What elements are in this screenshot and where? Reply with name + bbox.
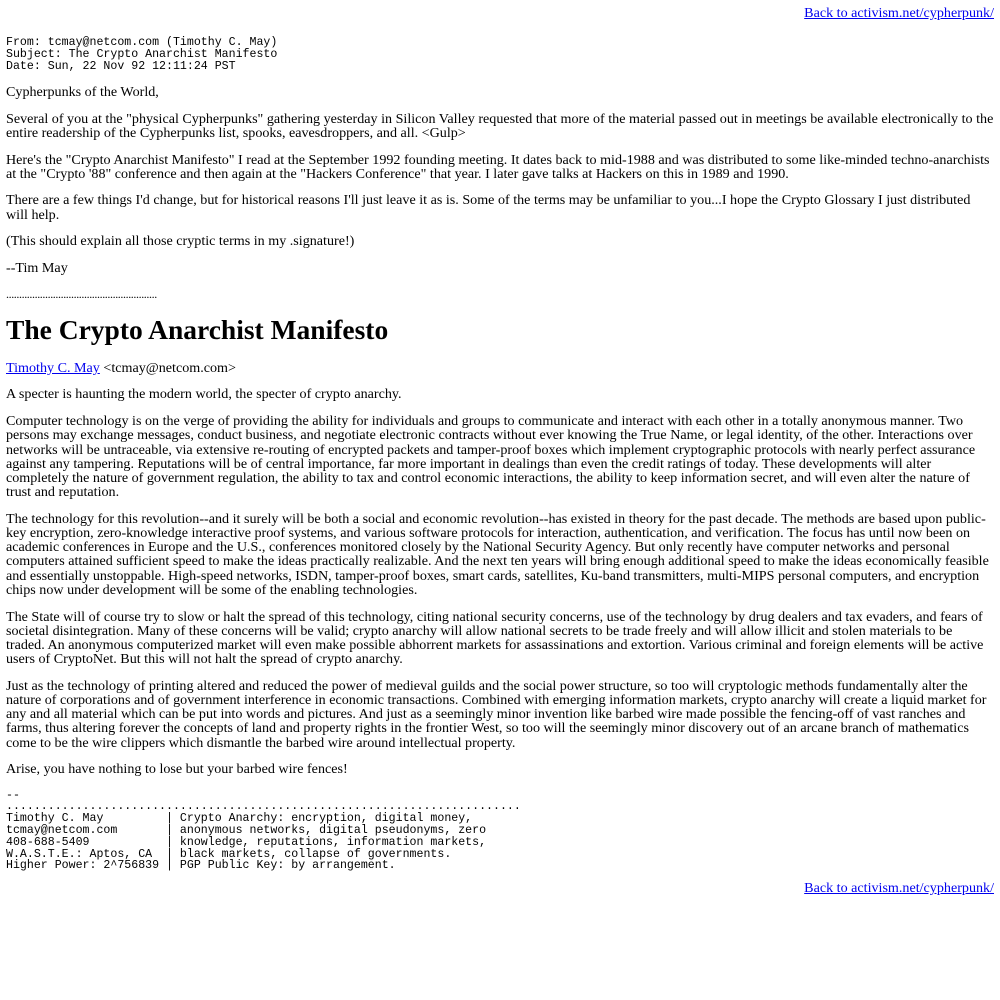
back-link-bottom[interactable]: Back to activism.net/cypherpunk/ <box>804 880 994 897</box>
email-subject: Subject: The Crypto Anarchist Manifesto <box>6 47 278 61</box>
top-nav <box>6 6 994 20</box>
intro-paragraph: There are a few things I'd change, but for historical reasons I'll just leave it as is. Some of the terms may be unfamiliar to you...I hope the Crypto Glossary I just distributed will help. <box>6 192 971 223</box>
manifesto-paragraph: A specter is haunting the modern world, the specter of crypto anarchy. <box>6 386 402 403</box>
manifesto-title: The Crypto Anarchist Manifesto <box>6 313 389 345</box>
author-line <box>6 361 994 375</box>
back-link-top[interactable]: Back to activism.net/cypherpunk/ <box>804 5 994 21</box>
greeting: Cypherpunks of the World, <box>6 83 159 100</box>
signature-dashes: -- <box>6 788 20 802</box>
signature-line: 408-688-5409 | knowledge, reputations, information markets, <box>6 835 487 849</box>
intro-paragraph: (This should explain all those cryptic terms in my .signature!) <box>6 233 355 250</box>
manifesto-paragraph: Computer technology is on the verge of providing the ability for individuals and groups to communicate and interact with each other in a totally anonymous manner. Two persons may exchange messages, conduct business, and negotiate electronic contracts without ever knowing the True Name, or legal identity, of the other. Interactions over networks will be untraceable, via extensive re-routing of encrypted packets and tamper-proof boxes which implement cryptographic protocols with nearly perfect assurance against any tampering. Reputations will be of central importance, far more important in dealings than even the credit ratings of today. These developments will alter completely the nature of government regulation, the ability to tax and control economic interactions, the ability to keep information secret, and will even alter the nature of trust and reputation. <box>6 413 976 501</box>
manifesto-paragraph: The State will of course try to slow or halt the spread of this technology, citing national security concerns, use of the technology by drug dealers and tax evaders, and fears of societal disintegration. Many of these concerns will be valid; crypto anarchy will allow national secrets to be trade freely and will allow illicit and stolen materials to be traded. An anonymous computerized market will even make possible abhorrent markets for assassinations and extortion. Various criminal and foreign elements will be active users of CryptoNet. But this will not halt the spread of crypto anarchy. <box>6 608 984 668</box>
signoff: --Tim May <box>6 260 68 277</box>
signature-line: Higher Power: 2^756839 | PGP Public Key: by arrangement. <box>6 859 396 873</box>
signature-line: Timothy C. May | Crypto Anarchy: encryption, digital money, <box>6 812 473 826</box>
intro-paragraph: Several of you at the "physical Cypherpunks" gathering yesterday in Silicon Valley requested that more of the material passed out in meetings be available electronically to the entire readership of the Cypherpunks list, spooks, eavesdroppers, and all. <Gulp> <box>6 110 994 141</box>
email-from: From: tcmay@netcom.com (Timothy C. May) <box>6 36 278 49</box>
email-header <box>6 37 994 72</box>
author-link[interactable]: Timothy C. May <box>6 359 100 376</box>
bottom-nav <box>6 881 994 895</box>
author-email: <tcmay@netcom.com> <box>99 359 236 376</box>
email-date: Date: Sun, 22 Nov 92 12:11:24 PST <box>6 59 236 73</box>
signature-line: W.A.S.T.E.: Aptos, CA | black markets, collapse of governments. <box>6 847 452 861</box>
manifesto-paragraph: Just as the technology of printing altered and reduced the power of medieval guilds and the social power structure, so too will cryptologic methods fundamentally alter the nature of corporations and of government interference in economic transactions. Combined with emerging information markets, crypto anarchy will create a liquid market for any and all material which can be put into words and pictures. And just as a seemingly minor invention like barbed wire made possible the fencing-off of vast ranches and farms, thus altering forever the concepts of land and property rights in the frontier West, so too will the seemingly minor discovery out of an arcane branch of mathematics come to be the wire clippers which dismantle the barbed wire around intellectual property. <box>6 677 987 751</box>
manifesto-closing: Arise, you have nothing to lose but your barbed wire fences! <box>6 761 348 778</box>
signature-line: tcmay@netcom.com | anonymous networks, digital pseudonyms, zero <box>6 823 487 837</box>
signature-dots: .......................................................................... <box>6 800 521 814</box>
signature-block <box>6 790 994 873</box>
manifesto-paragraph: The technology for this revolution--and it surely will be both a social and economic revolution--has existed in theory for the past decade. The methods are based upon public-key encryption, zero-knowledge interactive proof systems, and various software protocols for interaction, authentication, and verification. The focus has until now been on academic conferences in Europe and the U.S., conferences monitored closely by the National Security Agency. But only recently have computer networks and personal computers attained sufficient speed to make the ideas practically realizable. And the next ten years will bring enough additional speed to make the ideas economically feasible and essentially unstoppable. High-speed networks, ISDN, tamper-proof boxes, smart cards, satellites, Ku-band transmitters, multi-MIPS personal computers, and encryption chips now under development will be some of the enabling technologies. <box>6 510 989 598</box>
document-page <box>6 0 994 895</box>
dotted-divider: .......................................................... <box>6 286 157 301</box>
intro-paragraph: Here's the "Crypto Anarchist Manifesto" I read at the September 1992 founding meeting. It dates back to mid-1988 and was distributed to some like-minded techno-anarchists at the "Crypto '88" conference and then again at the "Hackers Conference" that year. I later gave talks at Hackers on this in 1989 and 1990. <box>6 151 990 182</box>
